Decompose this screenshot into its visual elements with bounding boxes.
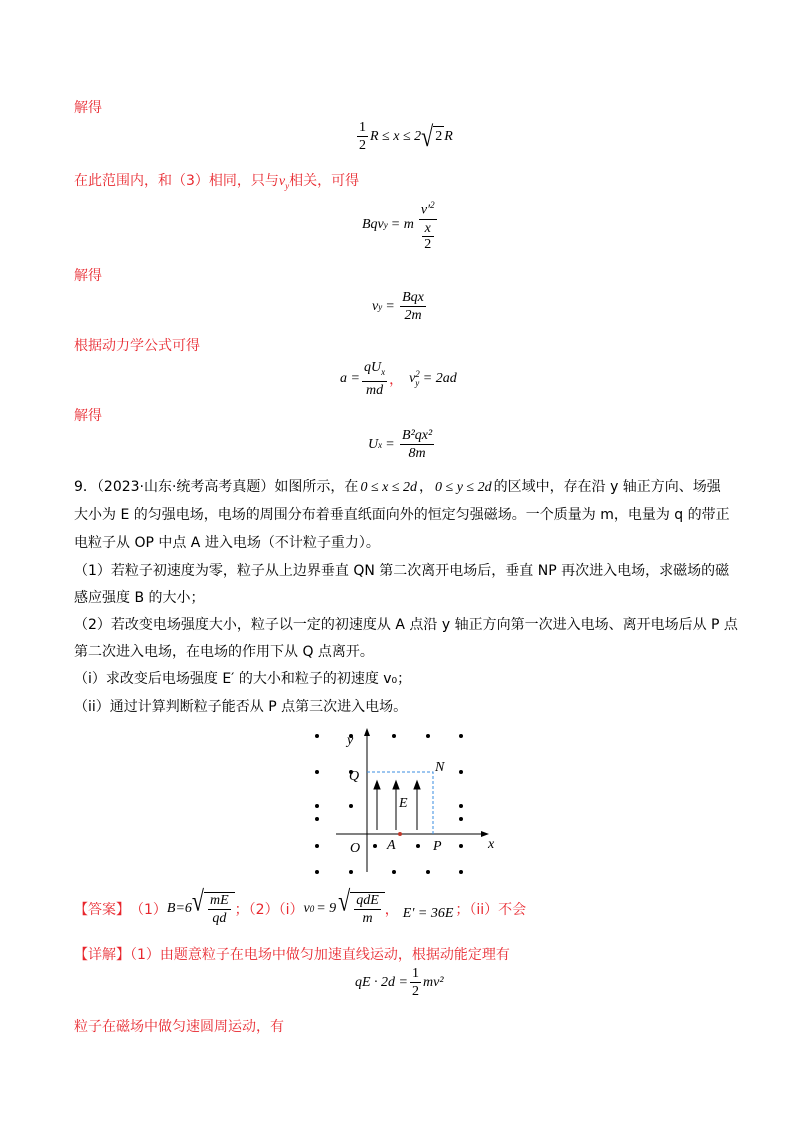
inequality-range <box>355 120 453 153</box>
point-a-marker <box>398 832 402 836</box>
energy-eq-fraction <box>410 966 421 999</box>
label-y: y <box>347 733 354 748</box>
detail-text: （1）由题意粒子在电场中做匀加速直线运动，根据动能定理有 <box>130 947 510 963</box>
eq4-equals: = <box>386 436 395 452</box>
eq4-denominator: 8m <box>408 446 426 461</box>
answer-separator-2: ；（ii）不会 <box>455 902 527 918</box>
eq2-fraction <box>400 290 426 323</box>
field-dot <box>459 844 463 848</box>
answer-v0-eq: = 9 <box>316 901 337 916</box>
fraction-denominator: 2 <box>359 138 366 153</box>
answer-e-formula: E′ = 36E <box>402 906 454 921</box>
sqrt-two: √ 2 <box>421 119 443 153</box>
field-dot <box>315 804 319 808</box>
eq3-denominator: md <box>365 382 384 398</box>
field-dot <box>315 770 319 774</box>
vy-subscript: y <box>285 180 290 191</box>
eq1-equals: = m <box>390 216 414 232</box>
field-dot <box>459 870 463 874</box>
detail-tag: 【详解】 <box>74 947 130 963</box>
jiede-label-3: 解得 <box>74 408 102 424</box>
eq2-equals: = <box>386 298 395 314</box>
answer-tag: 【答案】 <box>74 902 130 918</box>
problem-line-5: 感应强度 B 的大小； <box>74 590 205 606</box>
energy-eq-den: 2 <box>412 984 419 999</box>
answer-b-num: mE <box>210 893 229 908</box>
eq3-v: v <box>409 370 416 386</box>
eq3-right: = 2ad <box>422 370 457 386</box>
field-dot <box>459 770 463 774</box>
label-x: x <box>488 837 495 852</box>
label-a: A <box>387 838 396 853</box>
problem-line-4: （1）若粒子初速度为零，粒子从上边界垂直 QN 第二次离开电场后，垂直 NP 再次进入电场，求磁场的磁 <box>74 563 730 579</box>
y-axis-arrow-icon <box>364 728 370 736</box>
answer-v0-sub: 0 <box>309 904 315 914</box>
label-p: P <box>433 839 442 854</box>
field-dot <box>373 844 377 848</box>
field-dot <box>392 870 396 874</box>
eq3-num-sub: x <box>381 366 386 377</box>
eq1-numerator: v′ <box>420 202 431 218</box>
eq3-a: a = <box>340 370 360 386</box>
field-dot <box>315 734 319 738</box>
answer-b-formula: B=6 √ $\frac{mE}{qd}$ <box>167 892 235 926</box>
range-x: 0 ≤ x ≤ 2d <box>360 480 418 495</box>
energy-eq-num: 1 <box>412 966 419 981</box>
eq1-left-sub: y <box>383 219 388 230</box>
field-dot <box>459 817 463 821</box>
eq4-left: U <box>368 436 379 452</box>
field-dot <box>459 804 463 808</box>
eq1-den-2: 2 <box>424 236 432 252</box>
field-dot <box>416 844 420 848</box>
problem-line-9: （ii）通过计算判断粒子能否从 P 点第三次进入电场。 <box>74 699 408 715</box>
problem-line-7: 第二次进入电场，在电场的作用下从 Q 点离开。 <box>74 644 374 660</box>
answer-v0-formula: v 0 = 9 √ $\frac{\text{qdE}}{m}$ <box>303 892 384 926</box>
range-text-a: 在此范围内，和（3）相同，只与 <box>74 173 279 189</box>
e-field-arrowhead-icon <box>414 781 420 789</box>
equation-acceleration <box>340 360 457 398</box>
range-y: 0 ≤ y ≤ 2d <box>435 480 492 495</box>
field-dot <box>426 734 430 738</box>
field-dot <box>392 734 396 738</box>
half-fraction <box>357 120 368 153</box>
problem-line-2: 大小为 E 的匀强电场，电场的周围分布着垂直纸面向外的恒定匀强磁场。一个质量为 m，电量为 q 的带正 <box>74 507 730 523</box>
label-o: O <box>350 841 361 856</box>
equation-vy <box>372 290 428 323</box>
answer-v0: v <box>303 901 310 916</box>
answer-separator-1: ；（2）（i） <box>234 902 304 918</box>
electric-field-arrows <box>374 781 420 830</box>
label-q: Q <box>349 769 360 784</box>
eq3-fraction <box>362 360 387 398</box>
field-dot <box>459 734 463 738</box>
answer-comma: ， <box>384 902 399 918</box>
problem-line-3: 电粒子从 OP 中点 A 进入电场（不计粒子重力）。 <box>74 535 380 551</box>
eq2-left-sub: y <box>378 301 383 312</box>
problem-line-1a: 9．（2023·山东·统考高考真题）如图所示，在 <box>74 479 359 495</box>
jiede-label-1: 解得 <box>74 100 102 116</box>
eq1-fraction <box>419 198 437 252</box>
range-statement <box>74 170 359 191</box>
problem-line-6: （2）若改变电场强度大小，粒子以一定的初速度从 A 点沿 y 轴正方向第一次进入电场、离开电场后从 P 点 <box>74 617 738 633</box>
field-dot <box>315 844 319 848</box>
answer-line <box>74 884 527 926</box>
answer-v0-den: m <box>362 911 373 926</box>
eq1-den-x: x <box>422 221 434 237</box>
eq2-denominator: 2m <box>404 308 422 323</box>
field-dot <box>315 817 319 821</box>
range-sep: ， <box>419 479 434 495</box>
eq1-num-sup: 2 <box>430 200 435 210</box>
problem-line-8: （i）求改变后电场强度 E′ 的大小和粒子的初速度 v₀； <box>74 671 412 687</box>
eq2-numerator: Bqx <box>402 290 424 305</box>
energy-eq-right: mv² <box>423 974 444 990</box>
detail-last-line: 粒子在磁场中做匀速圆周运动，有 <box>74 1019 284 1035</box>
field-dot <box>426 870 430 874</box>
dynamics-statement: 根据动力学公式可得 <box>74 338 200 354</box>
field-dot <box>349 870 353 874</box>
label-n: N <box>435 760 445 775</box>
sqrt-radicand: 2 <box>433 126 444 148</box>
equation-ux <box>368 428 436 461</box>
detail-line <box>74 944 510 964</box>
energy-equation <box>355 966 444 999</box>
answer-b-den: qd <box>212 911 227 926</box>
range-text-b: 相关，可得 <box>289 173 360 189</box>
eq4-left-sub: x <box>378 439 383 450</box>
jiede-label-2: 解得 <box>74 268 102 284</box>
problem-line-1 <box>74 474 721 501</box>
inequality-middle: R ≤ x ≤ 2 <box>370 128 422 144</box>
inequality-end: R <box>444 128 453 144</box>
answer-part-1: （1） <box>130 902 167 918</box>
answer-b-eq: B=6 <box>166 901 192 916</box>
energy-eq-left: qE · 2d = <box>355 974 408 990</box>
e-field-arrowhead-icon <box>393 781 399 789</box>
eq4-fraction <box>400 428 434 461</box>
equation-lorentz <box>362 198 439 252</box>
answer-v0-num: qdE <box>356 893 379 908</box>
eq3-numerator: qU <box>363 360 382 375</box>
field-dot <box>349 804 353 808</box>
field-dot <box>315 870 319 874</box>
fraction-numerator: 1 <box>359 120 366 135</box>
eq1-left: Bqv <box>362 216 384 232</box>
label-e: E <box>399 796 408 811</box>
eq3-v-sub: y <box>415 377 420 388</box>
problem-line-1b: 的区域中，存在沿 y 轴正方向、场强 <box>493 479 721 495</box>
field-diagram <box>300 722 510 882</box>
eq2-left: v <box>372 298 379 314</box>
eq3-v-sup: 2 <box>415 368 420 379</box>
e-field-arrowhead-icon <box>374 781 380 789</box>
eq4-numerator: B²qx² <box>402 428 433 443</box>
vy-symbol: v <box>278 174 286 189</box>
eq3-separator: ， <box>389 371 404 388</box>
